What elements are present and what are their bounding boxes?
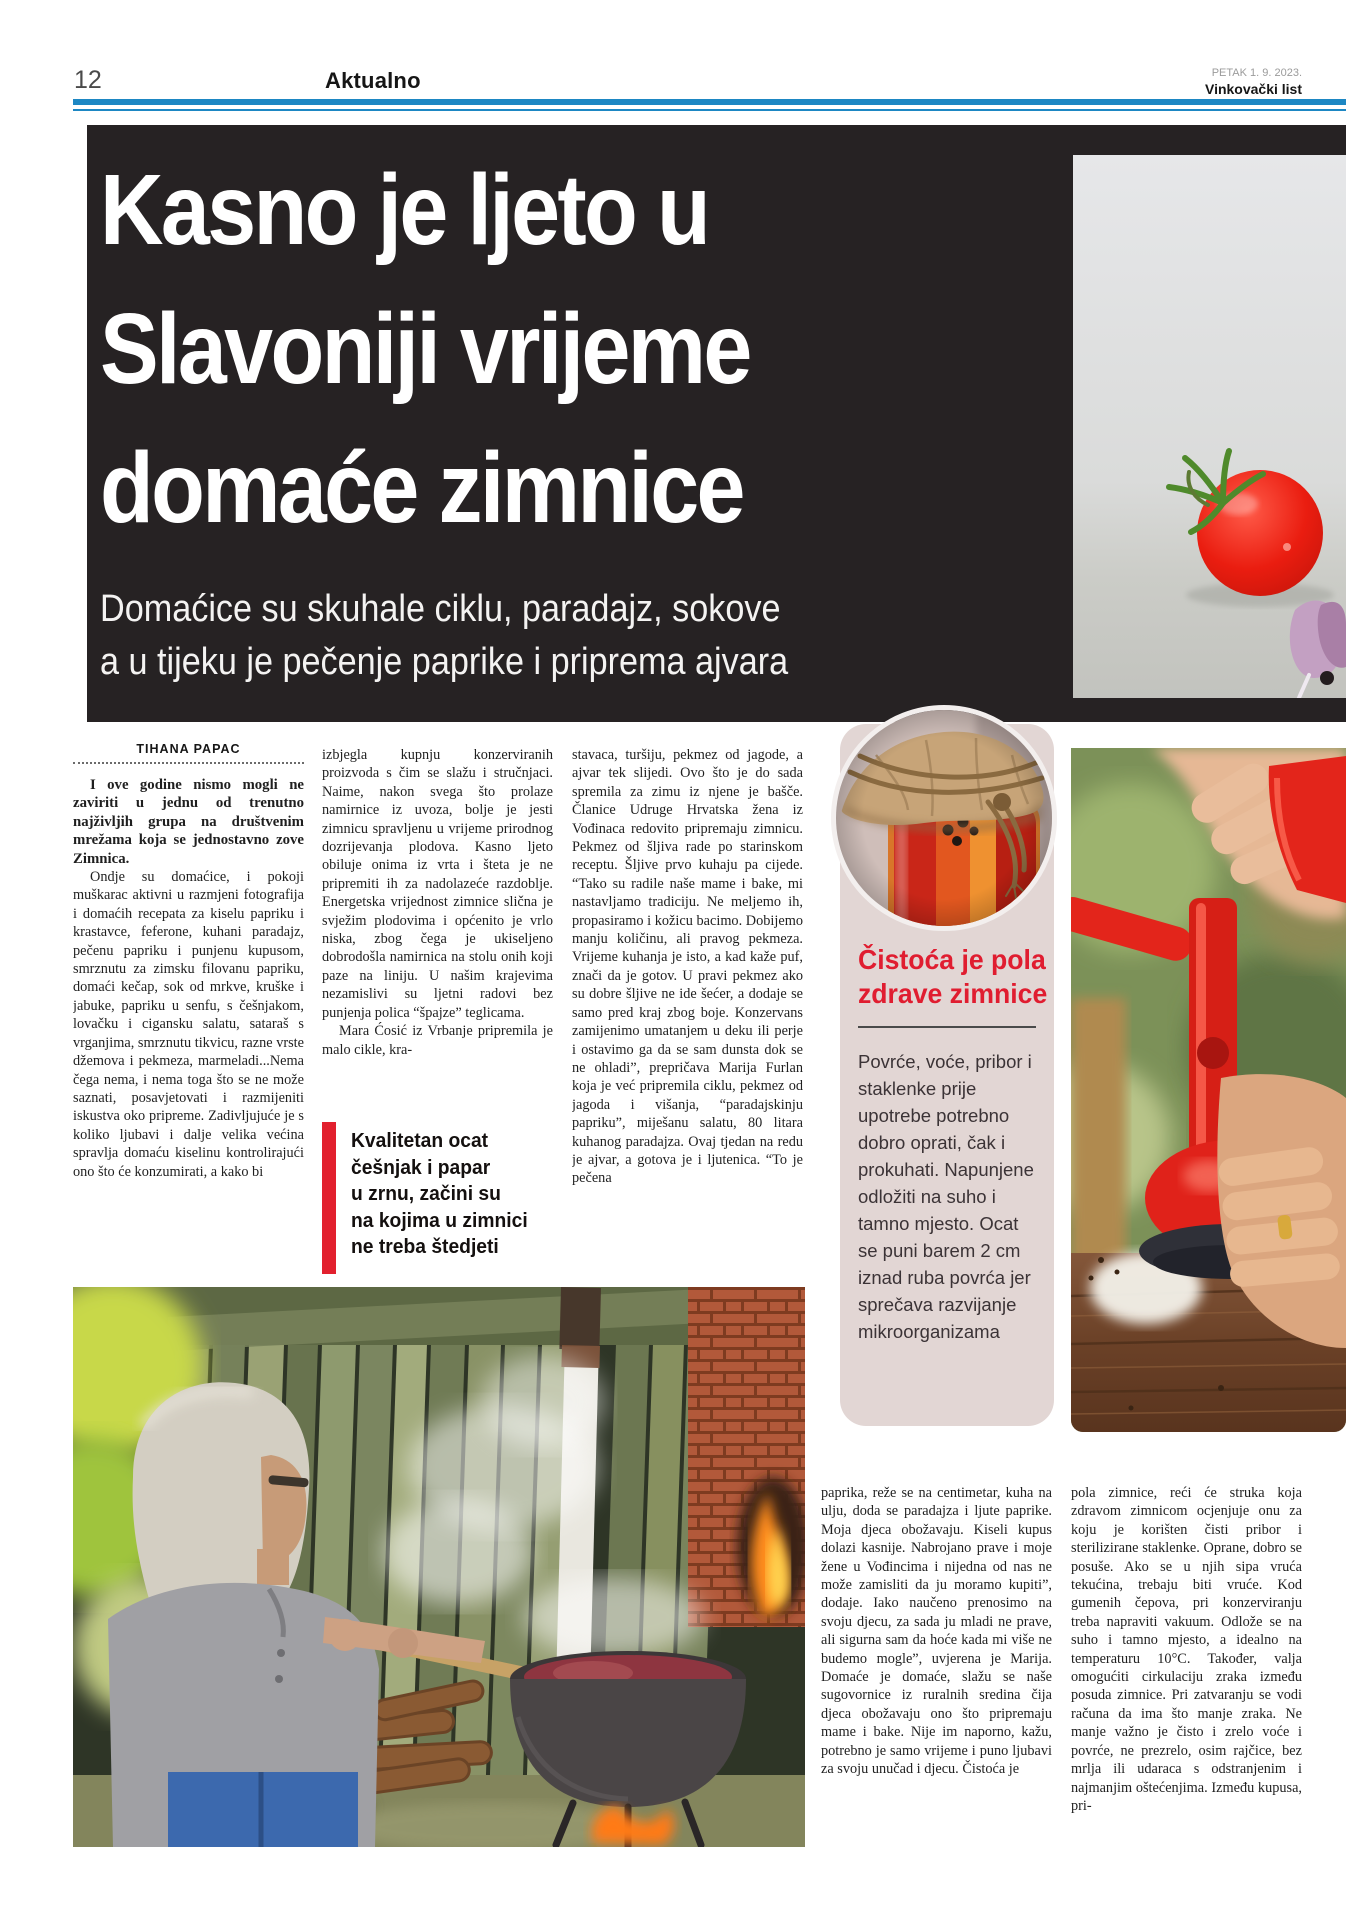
sidebar-title-line-1: Čistoća je pola [858, 944, 1046, 975]
bottom-column-1 [821, 1484, 1052, 1854]
subtitle-line-1: Domaćice su skuhale ciklu, paradajz, sokove [100, 588, 781, 630]
lead-paragraph: I ove godine nismo mogli ne zaviriti u jednu od trenutno najživljih grupa na društvenim mrežama koja se jednostavno zove Zimnica. [73, 777, 304, 867]
header-rule-thick [73, 99, 1346, 105]
column3-paragraph: stavaca, turšiju, pekmez od jagode, a ajvar tek slijedi. Ovo što je do sada spremila za zimu iz njene je bašče. Članice Udruge Hrvatska žena iz Vođinaca redovito pripremaju zimnicu. Pekmez od šljiva rade po starinskom receptu. Šljive prvo kuhaju pa cijede. “Tako su radile naše mame i bake, mi nastavljamo tradiciju. Ne meljemo ih, propasiramo i kožicu bacimo. Dobijemo manju količinu, ali pravog pekmeza. Vrijeme kuhanja je isto, a kad kaže puf, znači da je gotov. U pravi pekmez ako su dobre šljive ne ide šećer, a dodaje se samo pred kraj zbog boje. Konzervans zamijenimo umatanjem u deku ili perje i ostavimo ga da se sam dunsta dok se ne ohladi”, prepričava Marija Furlan koja je već pripremila ciklu, pekmez od jagoda i višanja, “paradajskinju papriku”, miješanu salatu, 80 litara kuhanog paradajza. Ovaj tjedan na redu je ajvar, a gotova je i ljutenica. “To je pečena [572, 747, 803, 1187]
article-column-3 [572, 746, 803, 1282]
sidebar-body: Povrće, voće, pribor i staklenke prije upotrebe potrebno dobro oprati, čak i prokuhati. Napunjene odložiti na suho i tamno mjesto. Ocat se puni barem 2 cm iznad ruba povrća jer sprečava razvijanje mikroorganizama [858, 1051, 1034, 1342]
sidebar-rule [858, 1026, 1036, 1028]
subtitle-line-2: a u tijeku je pečenje paprike i priprema ajvara [100, 641, 789, 683]
headline-line-3: domaće zimnice [100, 432, 743, 544]
sidebar-title-line-2: zdrave zimnice [858, 978, 1048, 1009]
pull-quote-line-1: Kvalitetan ocat [351, 1129, 489, 1152]
byline-rule [73, 762, 304, 764]
column2-paragraph-a: izbjegla kupnju konzerviranih proizvoda s čim se slažu i stručnjaci. Naime, nakon svega što prolaze namirnice iz uvoza, bolje je jesti zimnicu spravljenu u vrijeme prirodnog dozrijevanja plodova. Kasno ljeto obiluje onima iz vrta i šteta je ne pripremiti ih za nadolazeće razdoblje. Energetska vrijednost zimnice slična je svježim plodovima i općenito je vrlo niska, zbog čega je ukiseljeno dobrodošla namirnica na stolu onih koji paze na liniju. U našim krajevima nezamislivi su ljetni radovi bez punjenja polica “špajze” teglicama. [322, 747, 553, 1021]
pull-quote-line-2: češnjak i papar [351, 1155, 491, 1179]
section-title: Aktualno [325, 68, 421, 93]
edition-date: PETAK 1. 9. 2023. [1211, 67, 1302, 79]
tomato-photo-art [1073, 155, 1346, 698]
header-rule-thin [73, 109, 1346, 111]
pull-quote-line-4: na kojima u zimnici [351, 1208, 528, 1232]
pull-quote-bar [322, 1122, 336, 1274]
pull-quote-line-3: u zrnu, začini su [351, 1182, 501, 1205]
woman-photo-art [73, 1287, 805, 1847]
publication-name: Vinkovački list [1204, 81, 1302, 97]
jar-photo [831, 705, 1057, 931]
tomato-photo [1073, 155, 1346, 698]
headline-line-2: Slavoniji vrijeme [100, 293, 750, 405]
jar-photo-art [836, 710, 1052, 926]
grinder-photo [1071, 748, 1346, 1432]
bottom-column-2 [1071, 1484, 1302, 1854]
grinder-photo-art [1071, 748, 1346, 1432]
bottom-column2-paragraph: pola zimnice, reći će struka koja zdravom zimnicom ocjenjuje onu za koju je korišten čisti pribor i sterilizirane staklenke. Oprane, dobro se posuše. Ako se u njih sipa vruća tekućina, trebaju biti vruće. Kod gumenih čepova, pri konzerviranju treba napraviti vakuum. Odlože se na suho i tamno mjesto, a idealno na temperaturu 10°C. Također, valja omogućiti cirkulaciju zraka između posuda zimnice. Pri zatvaranju se vodi računa da ima što manje zraka. Ne manje važno je čisto i zrelo voće i povrće, ne prezrelo, osim rajčice, bez mrlja ili udaraca s odstranjenim i najmanjim oštećenjima. Između kupusa, pri- [1071, 1485, 1302, 1814]
page-number: 12 [74, 66, 102, 94]
pull-quote-line-5: ne treba štedjeti [351, 1235, 499, 1258]
woman-photo [73, 1287, 805, 1847]
bottom-column1-paragraph: paprika, reže se na centimetar, kuha na ulju, doda se paradajza i ljute paprike. Moja djeca obožavaju. Kiseli kupus dolazi kasnije. Nabrojano prave i moje žene u Vođincima i nijedna od nas ne može zamisliti da ju moramo kupiti”, dodaje. Iako naučeno prenosimo na svoju djecu, za sada ju mladi ne prave, ali sigurna sam da hoće kada mi više ne budemo mogle”, uvjerena je Marija. Domaće je domaće, slažu se naše sugovornice iz ruralnih sredina čija djeca obožavaju ono što pripremaju mame i bake. Nije im naporno, kažu, potrebno je samo vrijeme i puno ljubavi za svoju unučad i djecu. Čistoća je [821, 1485, 1052, 1778]
hero-block [87, 125, 1346, 722]
headline-line-1: Kasno je ljeto u [100, 154, 709, 266]
byline: TIHANA PAPAC [136, 742, 241, 756]
article-column-1 [73, 776, 304, 1282]
column2-paragraph-b: Mara Ćosić iz Vrbanje pripremila je malo cikle, kra- [322, 1023, 553, 1058]
pull-quote [351, 1128, 561, 1261]
article-column-2 [322, 746, 553, 1138]
column1-paragraph: Ondje su domaćice, i pokoji muškarac aktivni u razmjeni fotografija i domaćih recepata za kiselu papriku i krastavce, feferone, kuhani paradajz, pečenu papriku i punjenu kupusom, smrznutu za zimsku filovanu papriku, domaći kečap, sok od mrkve, kruške i jabuke, papriku u senfu, s češnjakom, lovačku i cigansku salatu, sataraš s vrganjima, smrznutu tikvicu, razne vrste džemova i pekmeza, marmeladi...Nema čega nema, i nema toga što se ne može saznati, posavjetovati i razmijeniti iskustva oko pripreme. Zadivljujuće je s koliko ljubavi i dalje velika većina spravlja domaću kiselinu kontrolirajući ono što će konzumirati, a kako bi [73, 869, 304, 1180]
